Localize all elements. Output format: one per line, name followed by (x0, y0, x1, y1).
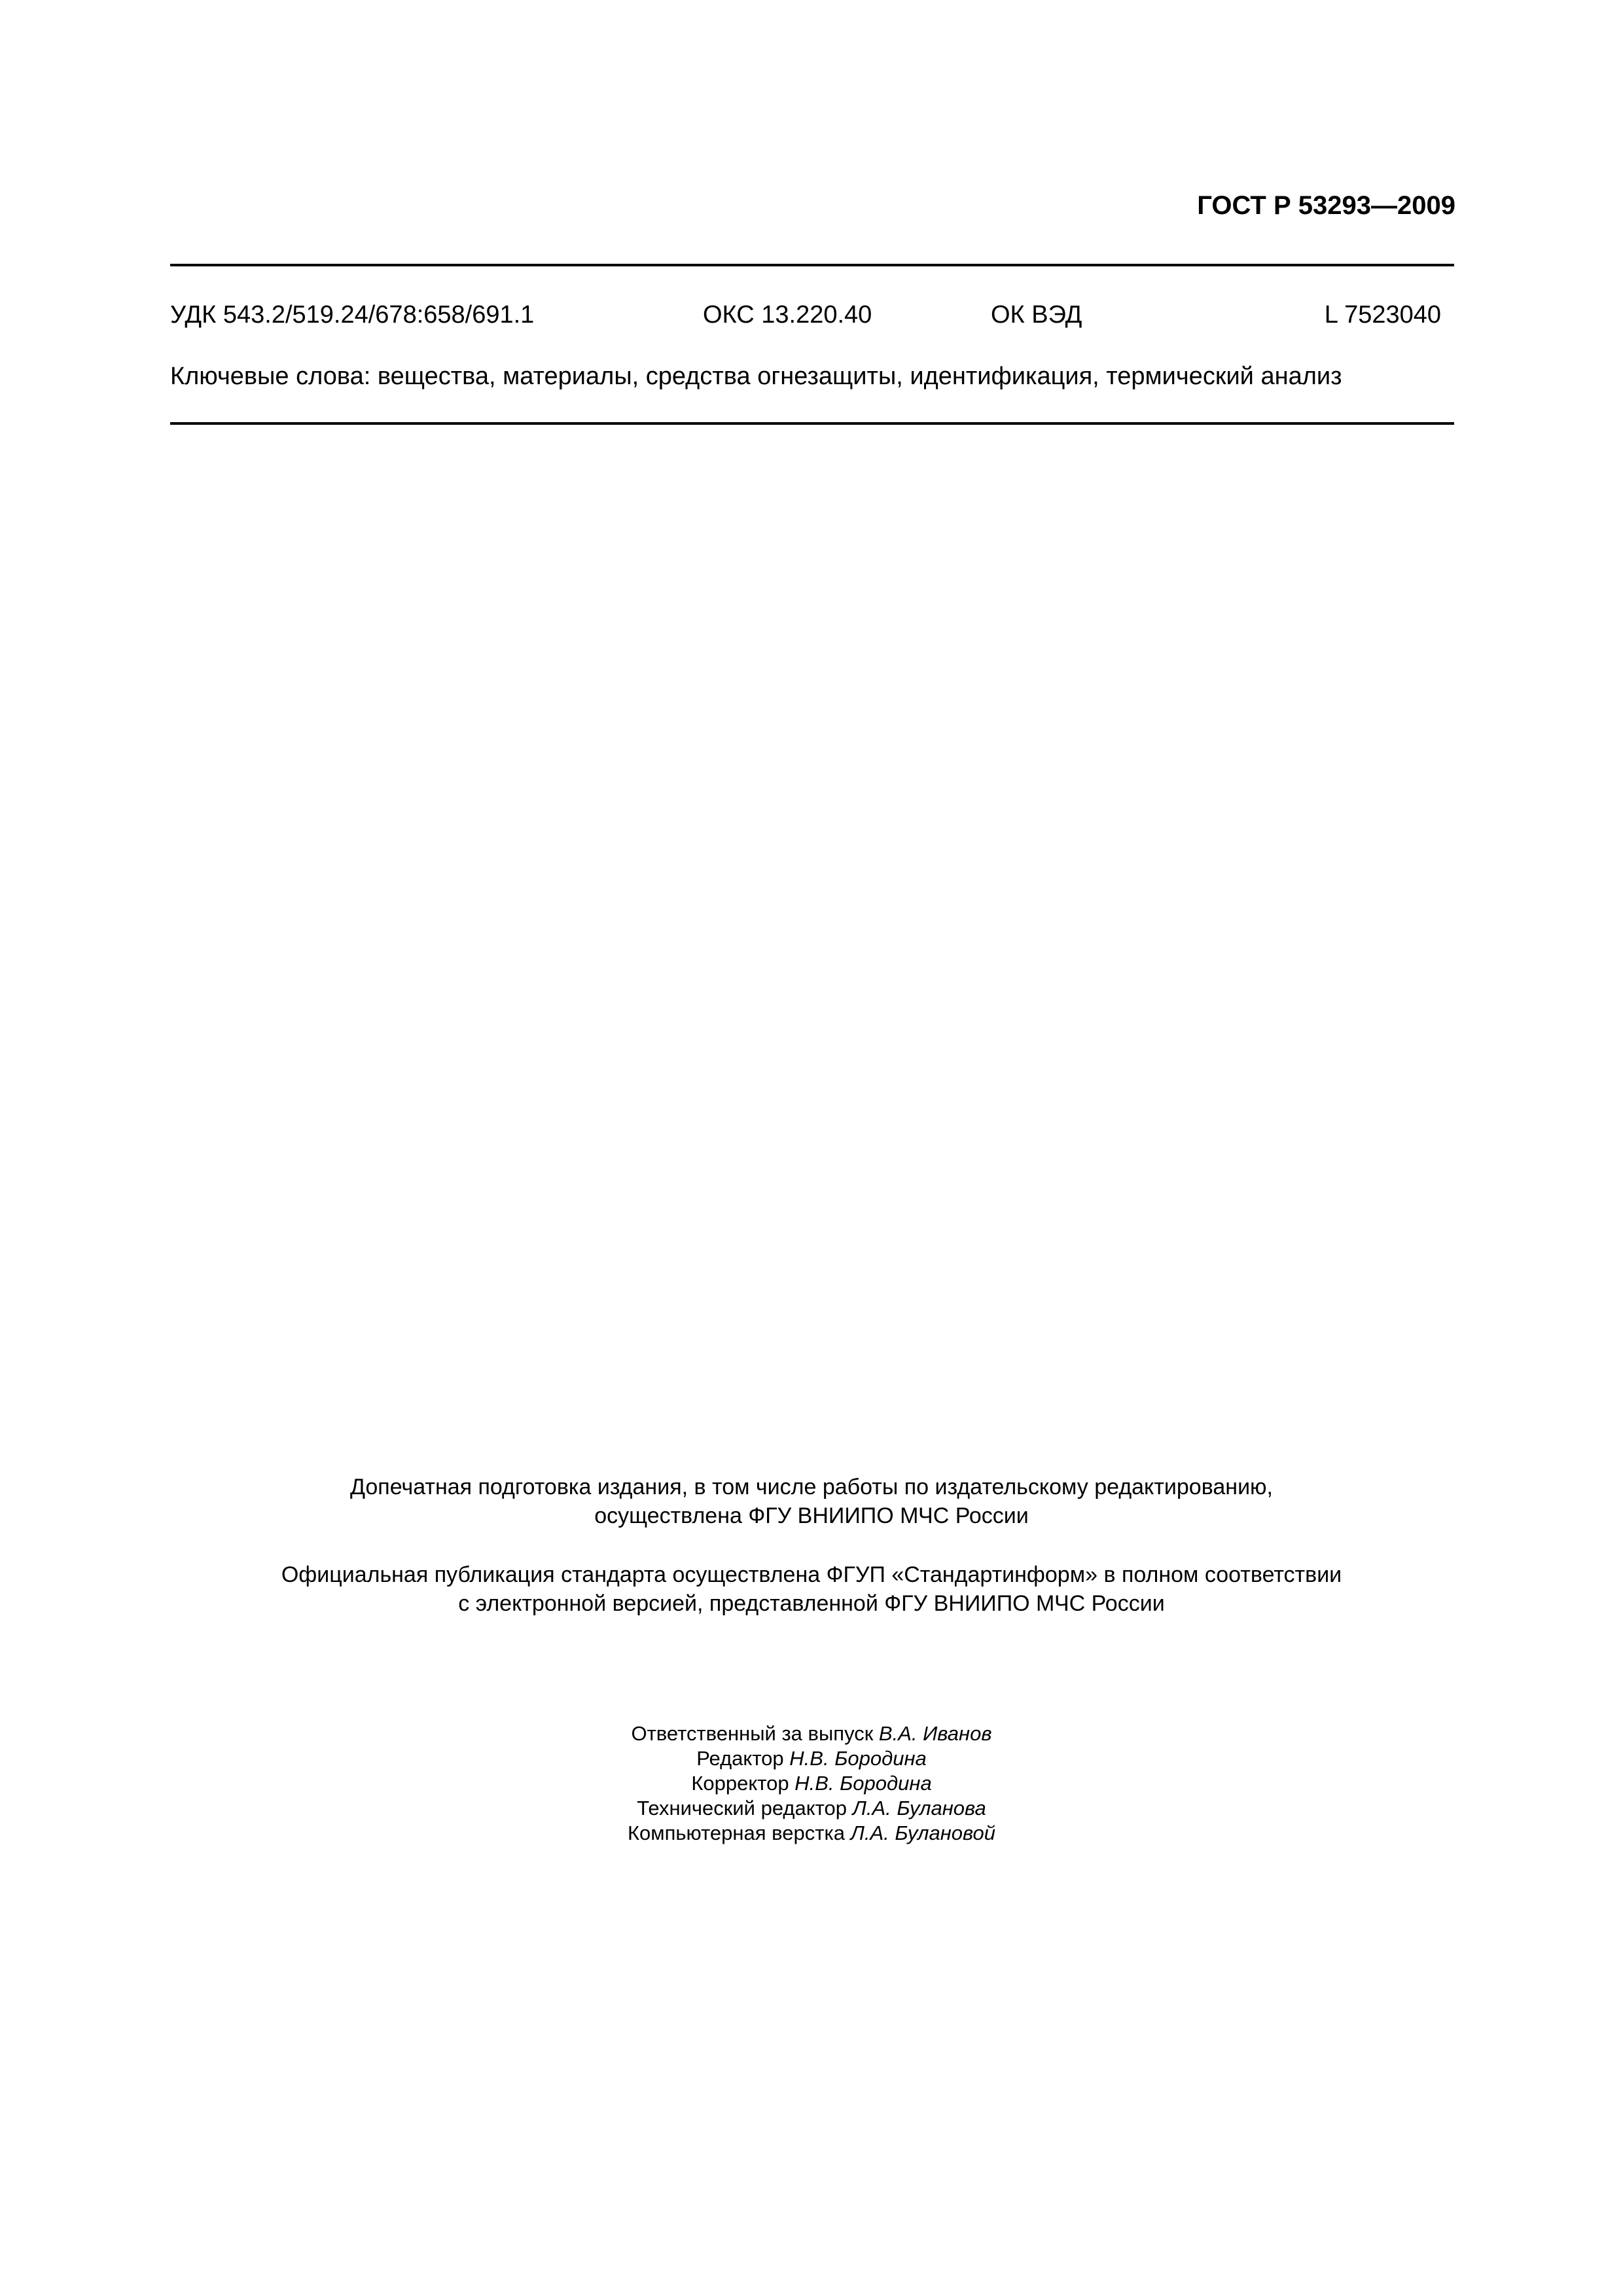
credit-line (0, 1771, 1623, 1796)
top-divider (170, 264, 1454, 266)
credit-name: В.А. Иванов (878, 1722, 992, 1745)
ok-ved-code: ОК ВЭД (991, 301, 1082, 329)
classification-row (170, 298, 1441, 331)
credit-name: Л.А. Буланова (852, 1797, 986, 1820)
credit-line (0, 1746, 1623, 1771)
okp-code: L 7523040 (1324, 301, 1441, 329)
official-line-2: с электронной версией, представленной ФГУ ВНИИПО МЧС России (458, 1591, 1165, 1616)
credit-role: Компьютерная верстка (627, 1821, 845, 1844)
official-line-1: Официальная публикация стандарта осуществлена ФГУП «Стандартинформ» в полном соответствии (281, 1562, 1342, 1587)
keywords-line: Ключевые слова: вещества, материалы, средства огнезащиты, идентификация, термический анализ (170, 363, 1342, 390)
preparation-line-1: Допечатная подготовка издания, в том числе работы по издательскому редактированию, (349, 1475, 1274, 1499)
credit-role: Редактор (696, 1747, 784, 1770)
preparation-note (0, 1473, 1623, 1530)
credit-role: Технический редактор (637, 1797, 847, 1820)
udk-code: УДК 543.2/519.24/678:658/691.1 (170, 301, 535, 329)
document-number: ГОСТ Р 53293—2009 (1197, 191, 1455, 220)
credit-role: Корректор (691, 1772, 789, 1795)
oks-code: ОКС 13.220.40 (703, 301, 872, 329)
credit-role: Ответственный за выпуск (631, 1722, 874, 1745)
bottom-divider (170, 422, 1454, 425)
credit-name: Л.А. Булановой (850, 1821, 996, 1844)
preparation-line-2: осуществлена ФГУ ВНИИПО МЧС России (594, 1503, 1029, 1528)
credits-block (0, 1721, 1623, 1846)
credit-line (0, 1796, 1623, 1821)
credit-name: Н.В. Бородина (794, 1772, 932, 1795)
credit-name: Н.В. Бородина (789, 1747, 927, 1770)
credit-line (0, 1721, 1623, 1746)
credit-line (0, 1821, 1623, 1846)
official-publication-note (0, 1560, 1623, 1618)
